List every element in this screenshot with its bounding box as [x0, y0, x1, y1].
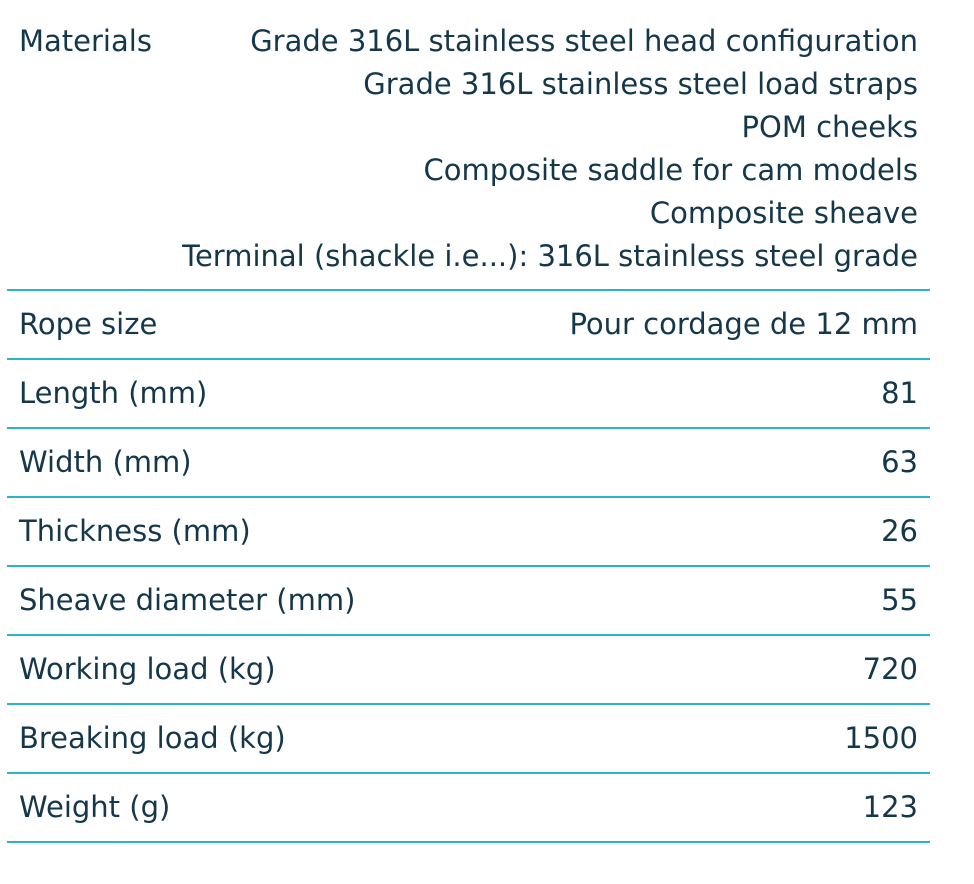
spec-label-materials: Materials	[19, 24, 152, 58]
spec-label: Working load (kg)	[19, 652, 276, 686]
spec-value: Pour cordage de 12 mm	[569, 307, 918, 341]
material-item: Grade 316L stainless steel load straps	[363, 67, 918, 101]
spec-row-rope-size	[7, 291, 930, 360]
spec-label: Weight (g)	[19, 790, 171, 824]
spec-label: Sheave diameter (mm)	[19, 583, 356, 617]
spec-row-width	[7, 429, 930, 498]
material-item: Terminal (shackle i.e...): 316L stainless steel grade	[182, 239, 918, 273]
material-item: Composite sheave	[649, 196, 918, 230]
spec-row-length	[7, 360, 930, 429]
spec-value: 63	[881, 445, 918, 479]
materials-list	[182, 20, 918, 278]
spec-value: 123	[862, 790, 918, 824]
spec-label: Length (mm)	[19, 376, 208, 410]
spec-value: 81	[881, 376, 918, 410]
spec-value: 26	[881, 514, 918, 548]
spec-row-breaking-load	[7, 705, 930, 774]
spec-row-weight	[7, 774, 930, 843]
material-item: Grade 316L stainless steel head configuration	[250, 24, 918, 58]
material-item: POM cheeks	[741, 110, 918, 144]
spec-label: Thickness (mm)	[19, 514, 251, 548]
spec-label: Breaking load (kg)	[19, 721, 286, 755]
spec-row-materials	[7, 0, 930, 291]
material-item: Composite saddle for cam models	[423, 153, 918, 187]
spec-value: 1500	[844, 721, 918, 755]
spec-table	[7, 0, 930, 843]
spec-value: 55	[881, 583, 918, 617]
spec-label: Width (mm)	[19, 445, 192, 479]
spec-value: 720	[862, 652, 918, 686]
spec-row-thickness	[7, 498, 930, 567]
spec-row-working-load	[7, 636, 930, 705]
spec-label: Rope size	[19, 307, 158, 341]
spec-row-sheave-diameter	[7, 567, 930, 636]
